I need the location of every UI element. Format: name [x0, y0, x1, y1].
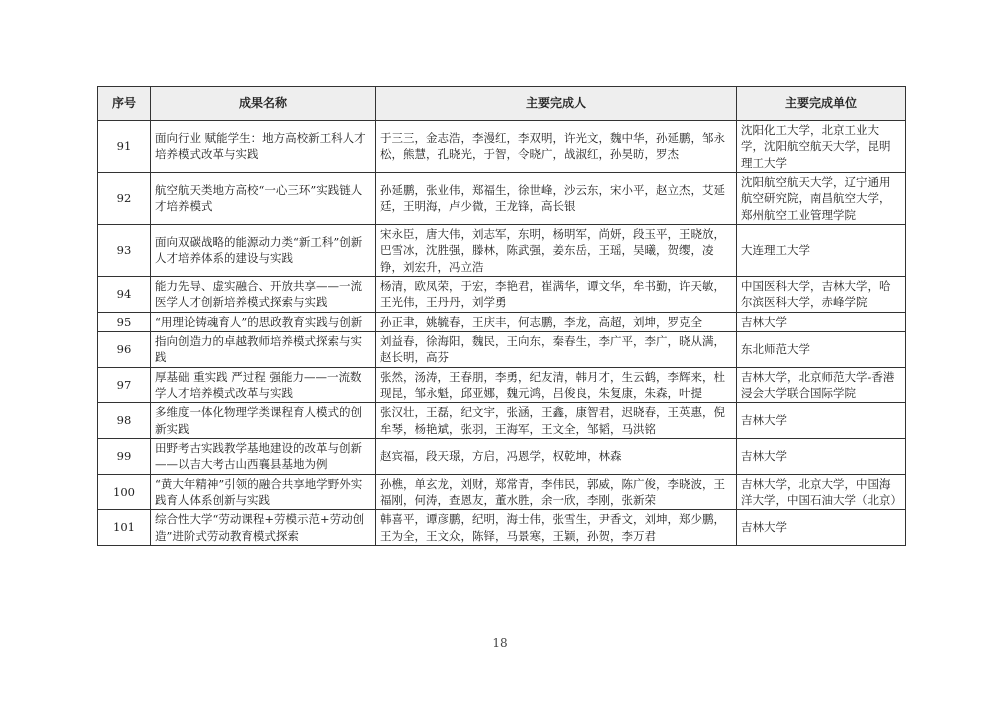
row-serial-number: 97: [98, 367, 151, 403]
row-achievement-name: 能力先导、虚实融合、开放共享——一流医学人才创新培养模式探索与实践: [151, 276, 376, 312]
row-contributors: 赵宾福，段天璟，方启，冯恩学，权乾坤，林森: [376, 438, 737, 474]
table-row: [98, 121, 906, 173]
row-contributors: 孙正聿，姚毓春，王庆丰，何志鹏，李龙，高超，刘坤，罗克全: [376, 312, 737, 331]
header-achievement-name: 成果名称: [151, 87, 376, 121]
table-row: [98, 510, 906, 546]
row-contributors: 杨清，欧凤荣，于宏，李艳君，崔满华，谭文华，牟书勤，许天敏，王光伟，王丹丹，刘学勇: [376, 276, 737, 312]
row-units: 吉林大学: [737, 510, 906, 546]
row-units: 沈阳航空航天大学，辽宁通用航空研究院，南昌航空大学，郑州航空工业管理学院: [737, 172, 906, 224]
row-achievement-name: 厚基础 重实践 严过程 强能力——一流数学人才培养模式改革与实践: [151, 367, 376, 403]
row-units: 中国医科大学，吉林大学，哈尔滨医科大学，赤峰学院: [737, 276, 906, 312]
row-contributors: 刘益春，徐海阳，魏民，王向东，秦春生，李广平，李广，晓从满，赵长明，高芬: [376, 331, 737, 367]
row-contributors: 于三三，金志浩，李漫红，李双明，许光文，魏中华，孙延鹏，邹永松，熊慧，孔晓光，于智，令晓广，战淑红，孙昊昉，罗杰: [376, 121, 737, 173]
row-serial-number: 94: [98, 276, 151, 312]
header-main-contributors: 主要完成人: [376, 87, 737, 121]
row-serial-number: 91: [98, 121, 151, 173]
row-units: 吉林大学: [737, 438, 906, 474]
row-contributors: 宋永臣，唐大伟，刘志军，东明，杨明军，尚妍，段玉平，王晓放，巴雪冰，沈胜强，滕林，陈武强，姜东岳，王瑶，吴曦，贺缨，凌铮，刘宏升，冯立浩: [376, 224, 737, 276]
row-units: 吉林大学: [737, 403, 906, 439]
page-number: 18: [492, 636, 508, 650]
row-units: 吉林大学，北京师范大学-香港浸会大学联合国际学院: [737, 367, 906, 403]
table-row: [98, 474, 906, 510]
row-contributors: 孙延鹏，张业伟，郑福生，徐世峰，沙云东，宋小平，赵立杰，艾延廷，王明海，卢少微，王龙锋，高长银: [376, 172, 737, 224]
row-serial-number: 100: [98, 474, 151, 510]
table-row: [98, 403, 906, 439]
row-serial-number: 96: [98, 331, 151, 367]
row-contributors: 孙樵，单玄龙，刘财，郑常青，李伟民，郭威，陈广俊，李晓波，王福刚，何涛，查恩友，董水胜，余一欣，李刚，张新荣: [376, 474, 737, 510]
row-serial-number: 99: [98, 438, 151, 474]
table-row: [98, 312, 906, 331]
row-units: 吉林大学: [737, 312, 906, 331]
row-contributors: 张然，汤涛，王春朋，李勇，纪友清，韩月才，生云鹤，李辉来，杜现昆，邹永魁，邱亚娜，魏元鸿，吕俊良，朱复康，朱森，叶提: [376, 367, 737, 403]
row-contributors: 张汉壮，王磊，纪文宇，张涵，王鑫，康智君，迟晓春，王英惠，倪牟琴，杨艳斌，张羽，王海军，王文全，邹韬，马洪铭: [376, 403, 737, 439]
table-row: [98, 367, 906, 403]
achievement-table: [97, 86, 906, 546]
table-row: [98, 172, 906, 224]
row-achievement-name: 综合性大学“劳动课程+劳模示范+劳动创造”进阶式劳动教育模式探索: [151, 510, 376, 546]
table-header-row: [98, 87, 906, 121]
row-serial-number: 95: [98, 312, 151, 331]
row-achievement-name: 多维度一体化物理学类课程育人模式的创新实践: [151, 403, 376, 439]
row-serial-number: 93: [98, 224, 151, 276]
row-achievement-name: 面向行业 赋能学生：地方高校新工科人才培养模式改革与实践: [151, 121, 376, 173]
row-units: 沈阳化工大学，北京工业大学，沈阳航空航天大学，昆明理工大学: [737, 121, 906, 173]
row-serial-number: 101: [98, 510, 151, 546]
row-achievement-name: 指向创造力的卓越教师培养模式探索与实践: [151, 331, 376, 367]
row-units: 吉林大学，北京大学，中国海洋大学，中国石油大学（北京）: [737, 474, 906, 510]
row-achievement-name: 面向双碳战略的能源动力类“新工科”创新人才培养体系的建设与实践: [151, 224, 376, 276]
row-serial-number: 92: [98, 172, 151, 224]
row-units: 东北师范大学: [737, 331, 906, 367]
table-row: [98, 224, 906, 276]
table-row: [98, 276, 906, 312]
row-achievement-name: “黄大年精神”引领的融合共享地学野外实践育人体系创新与实践: [151, 474, 376, 510]
row-achievement-name: 田野考古实践教学基地建设的改革与创新——以吉大考古山西襄县基地为例: [151, 438, 376, 474]
row-serial-number: 98: [98, 403, 151, 439]
header-serial-number: 序号: [98, 87, 151, 121]
table-row: [98, 438, 906, 474]
row-units: 大连理工大学: [737, 224, 906, 276]
table-row: [98, 331, 906, 367]
header-main-units: 主要完成单位: [737, 87, 906, 121]
row-achievement-name: “用理论铸魂育人”的思政教育实践与创新: [151, 312, 376, 331]
row-contributors: 韩喜平，谭彦鹏，纪明，海士伟，张雪生，尹香文，刘坤，郑少鹏，王为全，王文众，陈铎，马景寒，王颖，孙贺，李万君: [376, 510, 737, 546]
row-achievement-name: 航空航天类地方高校“一心三环”实践链人才培养模式: [151, 172, 376, 224]
